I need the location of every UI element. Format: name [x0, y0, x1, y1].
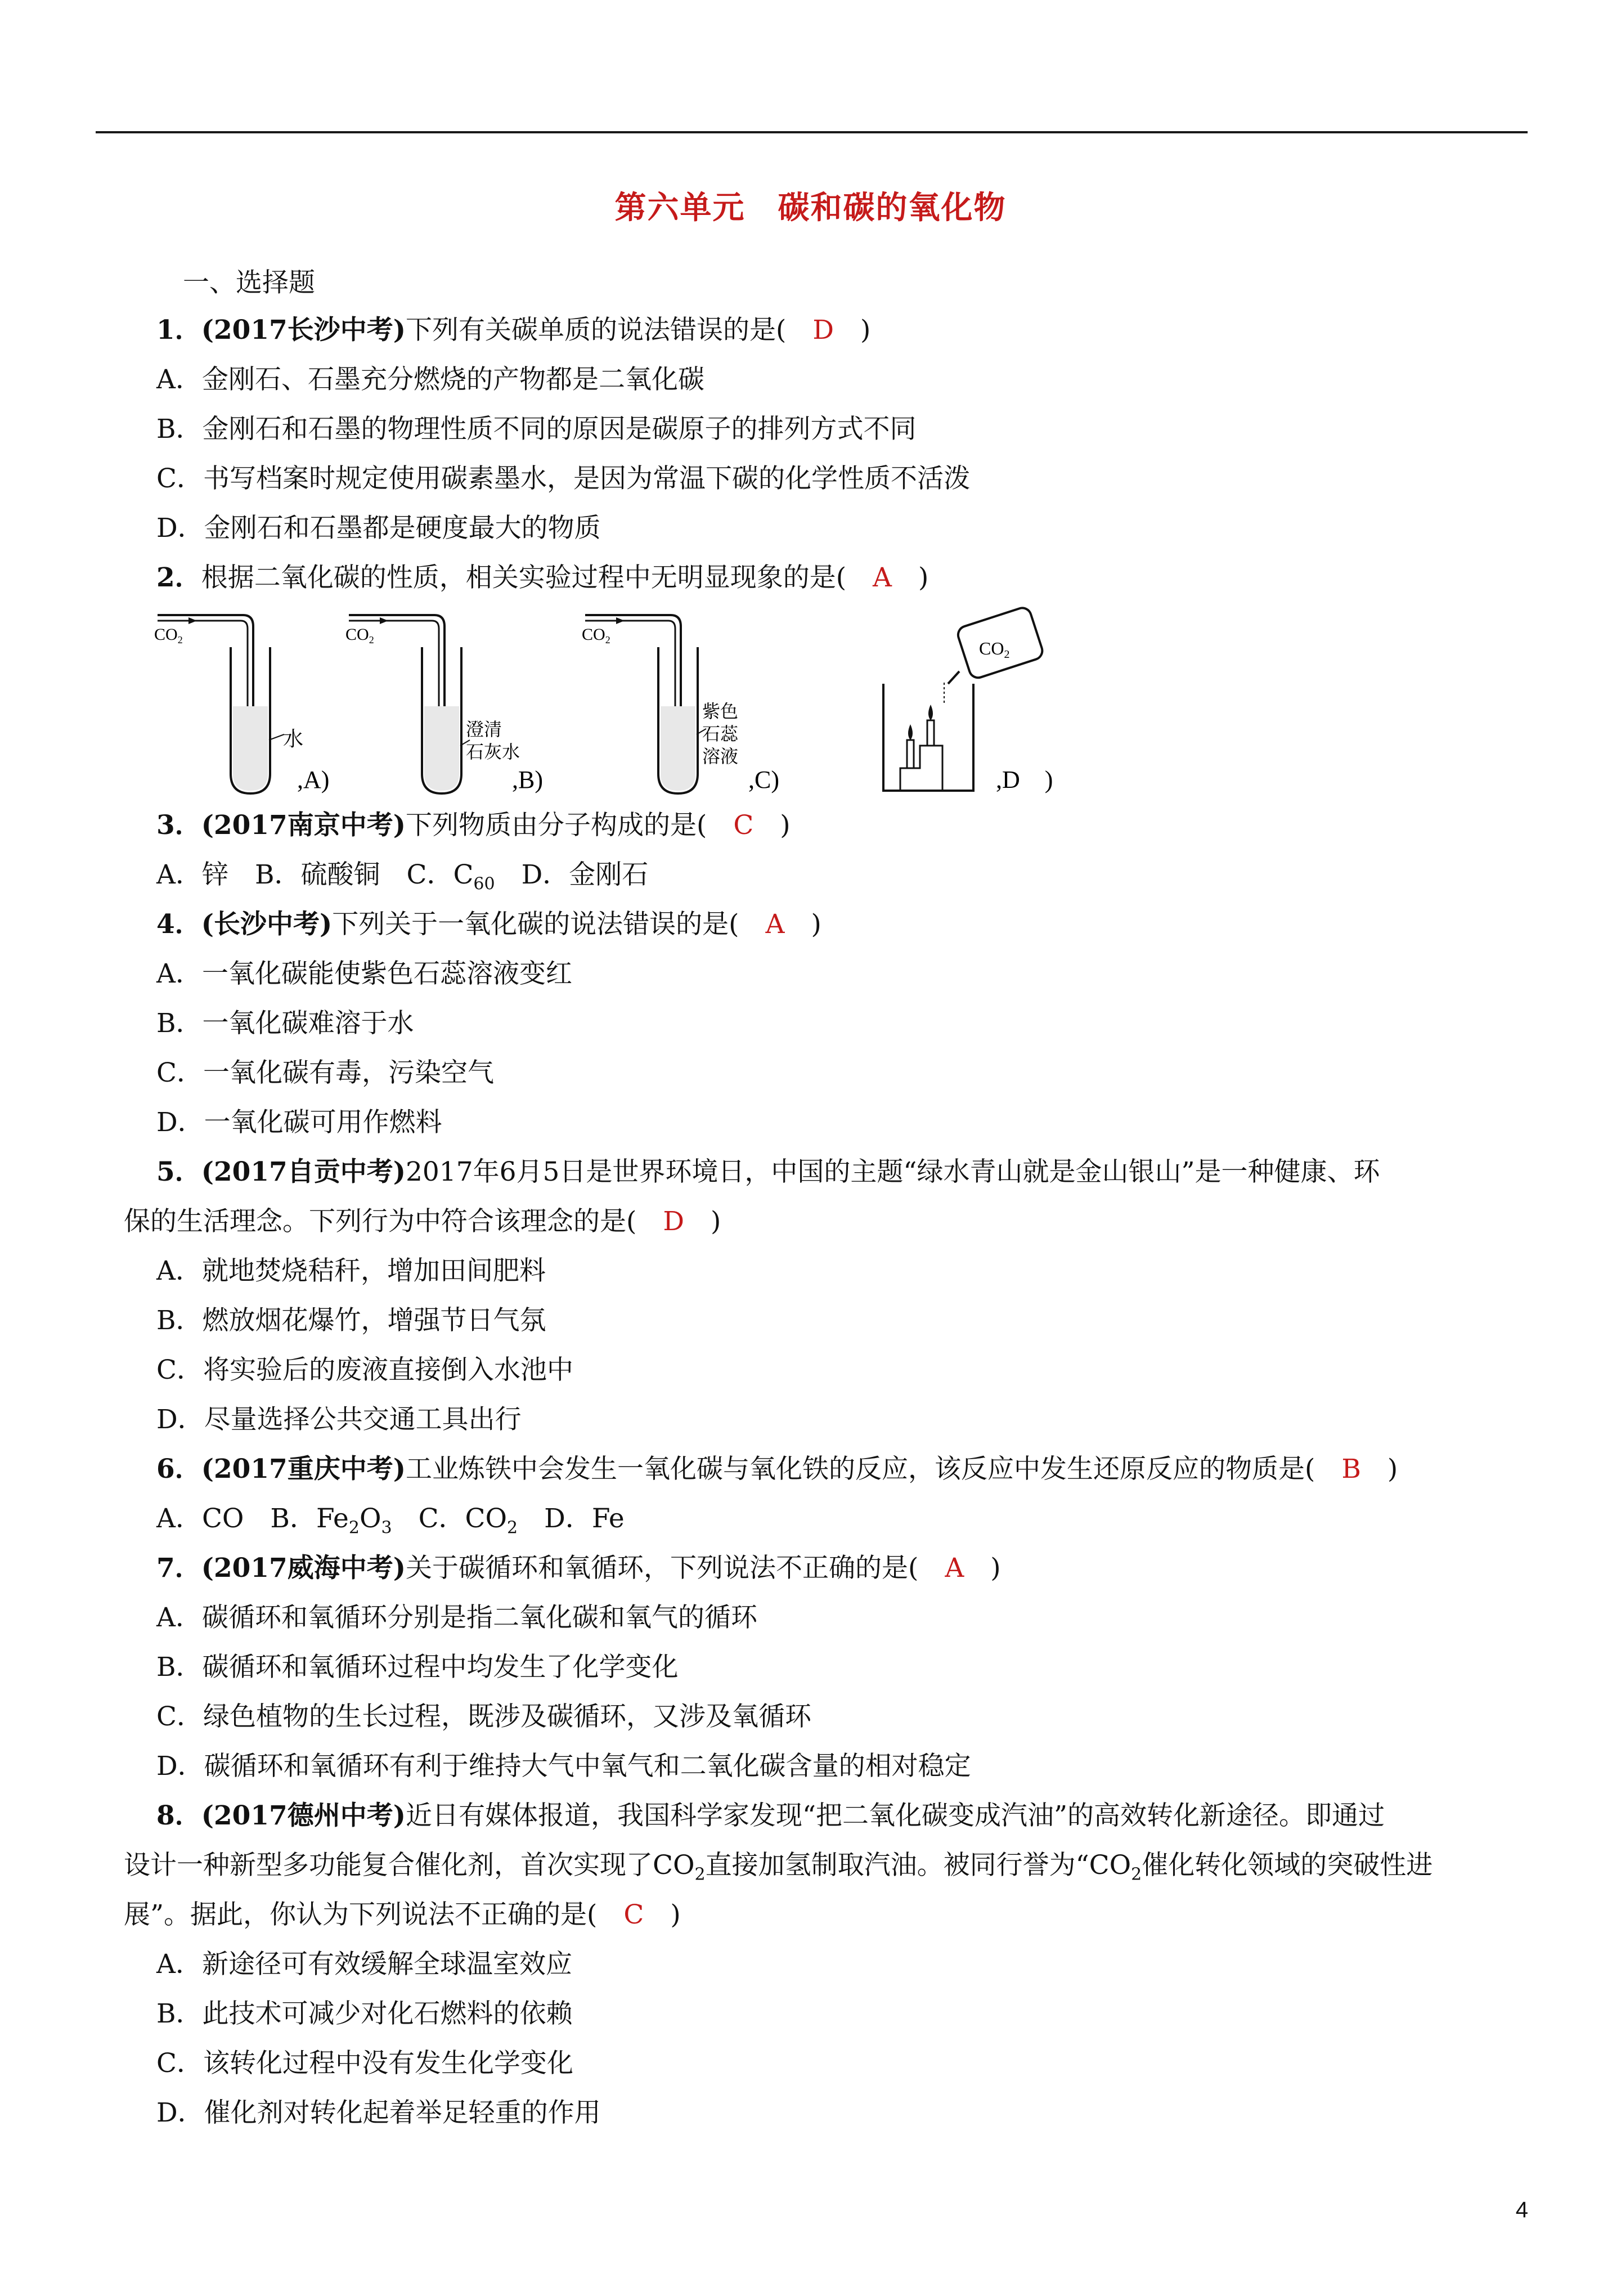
- question-2: [156, 561, 928, 595]
- question-8-cont-2: [124, 1898, 681, 1932]
- q1-source: (2017长沙中考): [201, 315, 406, 346]
- q5-option-b: B．燃放烟花爆竹，增强节日气氛: [156, 1305, 546, 1336]
- liquid: [661, 706, 695, 791]
- q3-number: 3．: [156, 810, 201, 841]
- q8-number: 8．: [156, 1800, 201, 1831]
- candle-low: [907, 740, 914, 768]
- q8-option-c: C．该转化过程中没有发生化学变化: [156, 2048, 573, 2079]
- q8-stem-3: 展”。据此，你认为下列说法不正确的是(: [124, 1899, 624, 1930]
- q1-close: ): [834, 315, 871, 346]
- q6-options: A．CO B．$Fe_2O_3$ C．$CO_2$ D．Fe: [156, 1503, 625, 1538]
- page-number: 4: [1515, 2198, 1528, 2222]
- q8-option-a: A．新途径可有效缓解全球温室效应: [156, 1949, 572, 1980]
- q5-stem-2: 保的生活理念。下列行为中符合该理念的是(: [124, 1206, 663, 1237]
- q6-answer: B: [1341, 1454, 1361, 1485]
- q5-number: 5．: [156, 1156, 201, 1187]
- q4-option-d: D．一氧化碳可用作燃料: [156, 1107, 442, 1138]
- q5-option-a: A．就地焚烧秸秆，增加田间肥料: [156, 1255, 546, 1286]
- q3-stem: 下列物质由分子构成的是(: [406, 810, 734, 841]
- question-5: [156, 1155, 1380, 1189]
- q3-source: (2017南京中考): [201, 810, 406, 841]
- q2-close: ): [892, 562, 929, 593]
- q1-option-d: D．金刚石和石墨都是硬度最大的物质: [156, 513, 601, 544]
- q6-source: (2017重庆中考): [201, 1454, 406, 1485]
- q7-stem: 关于碳循环和氧循环，下列说法不正确的是(: [406, 1553, 945, 1584]
- question-1: [156, 313, 870, 347]
- q3-answer: C: [733, 810, 754, 841]
- co2-label: $CO_2$: [582, 625, 610, 645]
- figure-a-tag: ,A): [297, 766, 330, 793]
- q5-source: (2017自贡中考): [201, 1156, 406, 1187]
- q4-answer: A: [765, 909, 785, 940]
- section-heading: 一、选择题: [183, 267, 315, 298]
- q1-option-a: A．金刚石、石墨充分燃烧的产物都是二氧化碳: [156, 364, 704, 395]
- figure-c-tag: ,C): [748, 766, 779, 793]
- limewater-label-2: 石灰水: [466, 741, 520, 763]
- question-4: [156, 908, 821, 941]
- q8-answer: C: [623, 1899, 644, 1930]
- q6-stem: 工业炼铁中会发生一氧化碳与氧化铁的反应，该反应中发生还原反应的物质是(: [406, 1454, 1342, 1485]
- q7-answer: A: [945, 1553, 964, 1584]
- q4-close: ): [784, 909, 821, 940]
- liquid: [424, 706, 459, 791]
- liquid: [233, 706, 268, 791]
- q1-option-b: B．金刚石和石墨的物理性质不同的原因是碳原子的排列方式不同: [156, 414, 917, 445]
- q6-number: 6．: [156, 1454, 201, 1485]
- q8-option-d: D．催化剂对转化起着举足轻重的作用: [156, 2097, 601, 2128]
- co2-label: $CO_2$: [154, 625, 183, 645]
- question-5-cont: [124, 1205, 721, 1239]
- q7-option-c: C．绿色植物的生长过程，既涉及碳循环，又涉及氧循环: [156, 1701, 811, 1732]
- candle-high: [927, 720, 934, 746]
- q8-source: (2017德州中考): [201, 1800, 406, 1831]
- q4-option-a: A．一氧化碳能使紫色石蕊溶液变红: [156, 958, 572, 989]
- q4-stem: 下列关于一氧化碳的说法错误的是(: [332, 909, 766, 940]
- q2-figures: [146, 605, 1103, 808]
- q6-close: ): [1360, 1454, 1398, 1485]
- question-6: [156, 1452, 1398, 1486]
- litmus-label-2: 石蕊: [702, 723, 739, 745]
- water-label: 水: [283, 728, 304, 751]
- q8-option-b: B．此技术可减少对化石燃料的依赖: [156, 1998, 573, 2029]
- q7-option-d: D．碳循环和氧循环有利于维持大气中氧气和二氧化碳含量的相对稳定: [156, 1751, 971, 1782]
- litmus-label-3: 溶液: [702, 746, 739, 767]
- co2-label: $CO_2$: [345, 625, 374, 645]
- q2-number: 2．: [156, 562, 201, 593]
- question-8-cont: 设计一种新型多功能复合催化剂，首次实现了$CO_2$直接加氢制取汽油。被同行誉为“$CO_2$催化转化领域的突破性进: [124, 1850, 1433, 1885]
- figure-c-test-tube-litmus: [574, 605, 799, 808]
- q8-stem: 近日有媒体报道，我国科学家发现“把二氧化碳变成汽油”的高效转化新途径。即通过: [406, 1800, 1385, 1831]
- limewater-label-1: 澄清: [466, 719, 502, 740]
- q7-source: (2017威海中考): [201, 1553, 406, 1584]
- q5-option-c: C．将实验后的废液直接倒入水池中: [156, 1355, 573, 1385]
- q4-number: 4．: [156, 909, 201, 940]
- figure-d-candles-beaker: [821, 605, 1103, 808]
- q4-option-b: B．一氧化碳难溶于水: [156, 1008, 414, 1039]
- q5-stem: 2017年6月5日是世界环境日，中国的主题“绿水青山就是金山银山”是一种健康、环: [406, 1156, 1380, 1187]
- q4-option-c: C．一氧化碳有毒，污染空气: [156, 1057, 494, 1088]
- q1-option-c: C．书写档案时规定使用碳素墨水，是因为常温下碳的化学性质不活泼: [156, 463, 970, 494]
- question-7: [156, 1551, 1001, 1585]
- flame-icon: [908, 724, 913, 740]
- q2-answer: A: [873, 562, 892, 593]
- q8-close: ): [644, 1899, 681, 1930]
- q5-answer: D: [663, 1206, 685, 1237]
- co2-bottle-label: CO2: [979, 638, 1010, 661]
- q5-close: ): [684, 1206, 721, 1237]
- header-rule: [96, 131, 1528, 133]
- q1-stem: 下列有关碳单质的说法错误的是(: [406, 315, 813, 346]
- q4-source: (长沙中考): [201, 909, 333, 940]
- q5-option-d: D．尽量选择公共交通工具出行: [156, 1404, 522, 1435]
- figure-b-test-tube-limewater: [338, 605, 563, 808]
- q7-number: 7．: [156, 1553, 201, 1584]
- q3-close: ): [753, 810, 791, 841]
- q2-stem: 根据二氧化碳的性质，相关实验过程中无明显现象的是(: [201, 562, 873, 593]
- question-8: [156, 1799, 1385, 1833]
- page-title: 第六单元 碳和碳的氧化物: [614, 190, 1007, 226]
- figure-d-tag: ,D ): [996, 766, 1053, 793]
- q7-option-b: B．碳循环和氧循环过程中均发生了化学变化: [156, 1652, 679, 1683]
- figure-b-tag: ,B): [512, 766, 543, 793]
- q7-option-a: A．碳循环和氧循环分别是指二氧化碳和氧气的循环: [156, 1602, 757, 1633]
- figure-a-test-tube-water: [146, 605, 349, 808]
- q3-options: A．锌 B．硫酸铜 C．$C_{60}$ D．金刚石: [156, 859, 649, 894]
- q7-close: ): [964, 1553, 1001, 1584]
- flame-icon: [928, 705, 933, 720]
- q1-answer: D: [812, 315, 834, 346]
- litmus-label-1: 紫色: [702, 701, 739, 722]
- q1-number: 1．: [156, 315, 201, 346]
- question-3: [156, 809, 791, 842]
